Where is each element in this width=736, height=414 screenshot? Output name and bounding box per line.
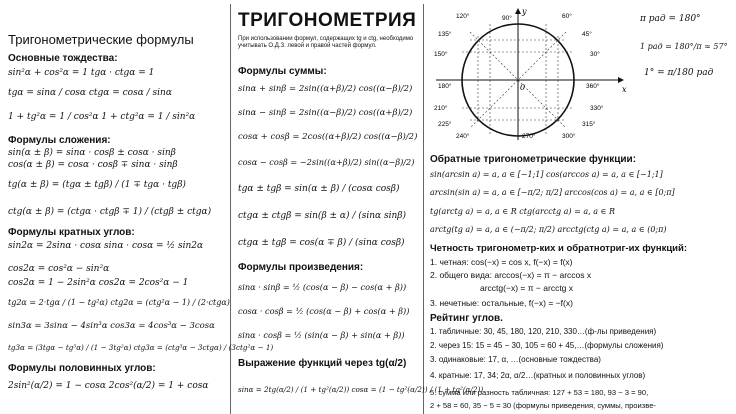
formula-line: arctg(tg a) = a, a ∈ (−π/2; π/2) arcctg(ctg a) = a, a ∈ (0;π) (430, 225, 667, 234)
angle-label: 240° (456, 133, 470, 140)
formula-line: cos(α ± β) = cosα · cosβ ∓ sinα · sinβ (8, 160, 178, 170)
rating-line: 2 + 58 = 60, 35 − 5 = 30 (формулы приведения, суммы, произве- (430, 401, 656, 410)
angle-label: 330° (590, 105, 604, 112)
section-title-inverse: Обратные тригонометрические функции: (430, 154, 637, 165)
parity-line: arcctg(−x) = π − arcctg x (480, 283, 574, 293)
section-title-express: Выражение функций через tg(α/2) (238, 358, 407, 369)
page-title: ТРИГОНОМЕТРИЯ (238, 10, 417, 31)
rating-line: 3. одинаковые: 17, α, …(основные тождества) (430, 355, 601, 364)
odz-note: При использовании формул, содержащих tg и ctg, необходимо учитывать О.Д.З. левой и правой частей формул. (238, 36, 414, 49)
formula-line: cosα · cosβ = ½ (cos(α − β) + cos(α + β)) (238, 306, 410, 316)
formula-line: 2sin²(α/2) = 1 − cosα 2cos²(α/2) = 1 + cosα (8, 381, 209, 391)
section-title-product: Формулы произведения: (238, 262, 364, 273)
section-title-multiple: Формулы кратных углов: (8, 227, 135, 238)
formula-line: sin(α ± β) = sinα · cosβ ± cosα · sinβ (8, 148, 176, 158)
section-title-sum: Формулы суммы: (238, 66, 327, 77)
formula-line: ctgα ± tgβ = cos(α ∓ β) / (sinα cosβ) (238, 238, 405, 248)
angle-label: 135° (438, 31, 452, 38)
formula-line: arcsin(sin a) = a, a ∈ [−π/2; π/2] arccos(cos a) = a, a ∈ [0;π] (430, 188, 675, 197)
unit-circle-diagram (426, 6, 632, 142)
formula-line: sinα − sinβ = 2sin((α−β)/2) cos((α+β)/2) (238, 108, 413, 118)
formula-line: ctg(α ± β) = (ctgα · ctgβ ∓ 1) / (ctgβ ± ctgα) (8, 207, 212, 217)
angle-label: 300° (562, 133, 576, 140)
formula-line: sin2α = 2sinα · cosα sinα · cosα = ½ sin2α (8, 241, 204, 251)
rating-line: 4. кратные: 17, 34; 2α, α/2…(кратных и половинных углов) (430, 371, 646, 380)
angle-label: 180° (438, 83, 452, 90)
angle-label: 315° (582, 121, 596, 128)
section-title-parity: Четность тригонометр-ких и обратнотриг-их функций: (430, 243, 688, 254)
section-title-basic: Основные тождества: (8, 53, 118, 64)
formula-line: sin(arcsin a) = a, a ∈ [−1;1] cos(arccos a) = a, a ∈ [−1;1] (430, 170, 663, 179)
angle-label: 30° (590, 51, 600, 58)
formula-line: sin3α = 3sinα − 4sin³α cos3α = 4cos³α − 3cosα (8, 321, 215, 331)
formula-line: tg(α ± β) = (tgα ± tgβ) / (1 ∓ tgα · tgβ) (8, 180, 186, 190)
section-title-rating: Рейтинг углов. (430, 313, 503, 324)
formula-line: cos2α = 1 − 2sin²α cos2α = 2cos²α − 1 (8, 278, 189, 288)
rating-line: 2. через 15: 15 = 45 − 30, 105 = 60 + 45,…(формулы сложения) (430, 341, 664, 350)
formula-line: cosα − cosβ = −2sin((α+β)/2) sin((α−β)/2) (238, 157, 415, 167)
angle-label: 360° (586, 83, 600, 90)
angle-label: 210° (434, 105, 448, 112)
rating-line: 5. сумма или разность табличная: 127 + 53 = 180, 93 − 3 = 90, (430, 388, 649, 397)
formula-line: tgα = sinα / cosα ctgα = cosα / sinα (8, 88, 172, 98)
formula-line: sin²α + cos²α = 1 tgα · ctgα = 1 (8, 68, 155, 78)
origin-label: 0 (520, 83, 526, 92)
formula-line: sinα · cosβ = ½ (sin(α − β) + sin(α + β)) (238, 330, 405, 340)
parity-line: 2. общего вида: arccos(−x) = π − arccos x (430, 270, 592, 280)
formula-line: ctgα ± ctgβ = sin(β ± α) / (sinα sinβ) (238, 211, 407, 221)
formula-line: tgα ± tgβ = sin(α ± β) / (cosα cosβ) (238, 184, 400, 194)
formula-line: sinα = 2tg(α/2) / (1 + tg²(α/2)) cosα = (1 − tg²(α/2)) / (1 + tg²(α/2)) (238, 385, 484, 394)
angle-label: 45° (582, 31, 592, 38)
formula-line: tg2α = 2·tgα / (1 − tg²α) ctg2α = (ctg²α − 1) / (2·ctgα) (8, 298, 230, 307)
formula-line: tg3α = (3tgα − tg³α) / (1 − 3tg²α) ctg3α = (ctg³α − 3ctgα) / (3ctg²α − 1) (8, 343, 274, 352)
angle-label: 60° (562, 13, 572, 20)
subtitle: Тригонометрические формулы (8, 32, 194, 47)
axis-x-label: x (622, 85, 627, 94)
parity-line: 3. нечетные: остальные, f(−x) = −f(x) (430, 298, 573, 308)
formula-line: 1 + tg²α = 1 / cos²α 1 + ctg²α = 1 / sin²α (8, 112, 196, 122)
formula-line: sinα · sinβ = ½ (cos(α − β) − cos(α + β)) (238, 282, 407, 292)
section-title-addition: Формулы сложения: (8, 135, 111, 146)
rating-line: 1. табличные: 30, 45, 180, 120, 210, 330…(ф-лы приведения) (430, 327, 657, 336)
formula-line: tg(arctg a) = a, a ∈ R ctg(arcctg a) = a, a ∈ R (430, 207, 615, 216)
angle-label: 90° (502, 15, 512, 22)
section-title-half: Формулы половинных углов: (8, 363, 156, 374)
angle-label: 225° (438, 121, 452, 128)
axis-y-label: y (522, 7, 527, 16)
radian-definition: π рад = 180° (640, 14, 701, 24)
radian-value: 1 рад = 180°/π ≈ 57° (640, 42, 728, 51)
formula-line: cosα + cosβ = 2cos((α+β)/2) cos((α−β)/2) (238, 132, 418, 142)
x-axis-arrow-icon (618, 77, 624, 83)
angle-label: 270° (522, 133, 536, 140)
column-divider (423, 4, 424, 414)
formula-line: cos2α = cos²α − sin²α (8, 264, 110, 274)
angle-label: 150° (434, 51, 448, 58)
degree-value: 1° = π/180 рад (644, 68, 714, 78)
parity-line: 1. четная: cos(−x) = cos x, f(−x) = f(x) (430, 257, 573, 267)
formula-line: sinα + sinβ = 2sin((α+β)/2) cos((α−β)/2) (238, 84, 413, 94)
angle-label: 120° (456, 13, 470, 20)
y-axis-arrow-icon (515, 8, 521, 14)
